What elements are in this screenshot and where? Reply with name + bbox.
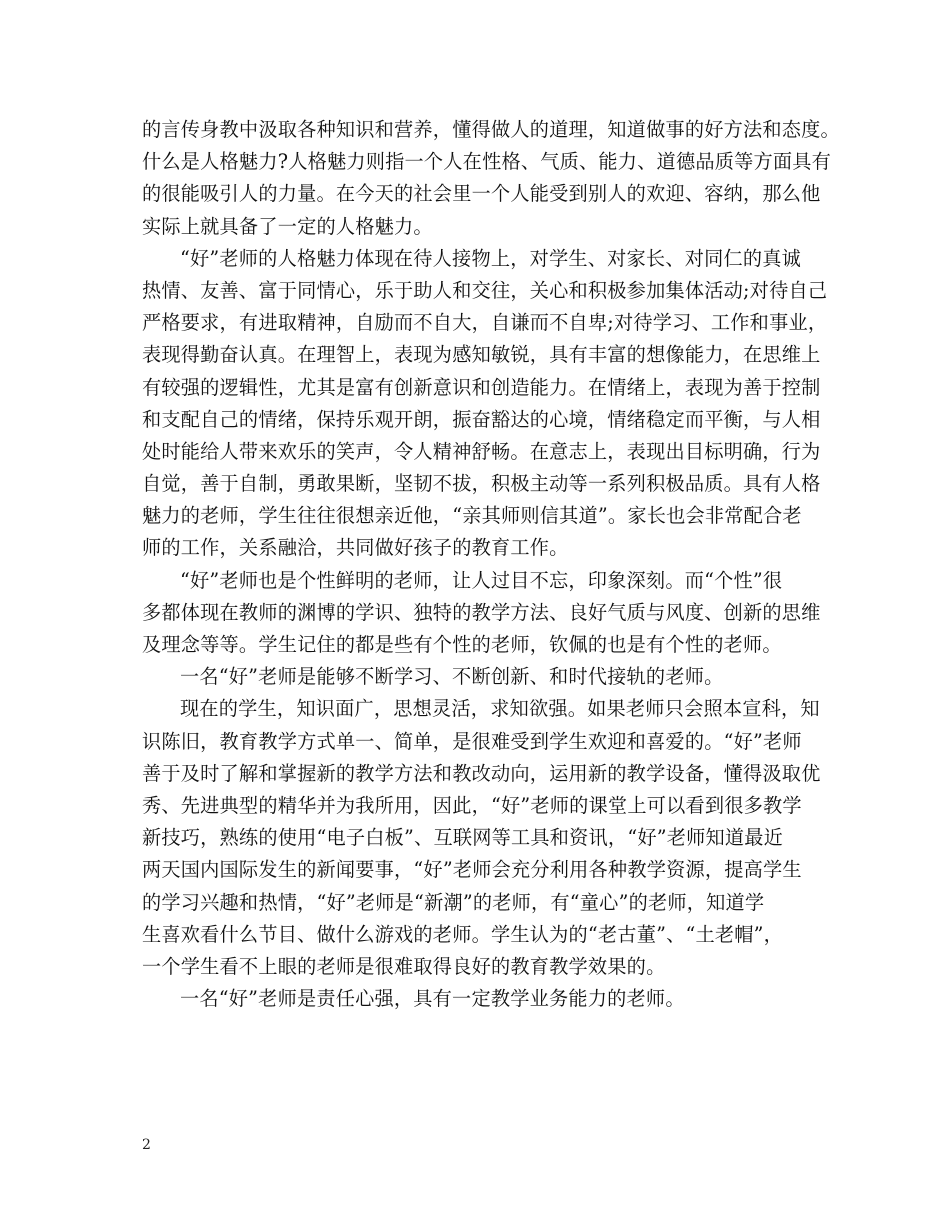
text-line: 新技巧，熟练的使用“电子白板”、互联网等工具和资讯，“好”老师知道最近 [142, 826, 784, 850]
text-line: 自觉，善于自制，勇敢果断，坚韧不拔，积极主动等一系列积极品质。具有人格 [142, 472, 821, 496]
page-number: 2 [142, 1137, 151, 1153]
paragraph-first-line: 一名“好”老师是能够不断学习、不断创新、和时代接轨的老师。 [180, 665, 724, 689]
text-line: 的很能吸引人的力量。在今天的社会里一个人能受到别人的欢迎、容纳，那么他 [142, 182, 821, 206]
text-line: 严格要求，有进取精神，自励而不自大，自谦而不自卑;对待学习、工作和事业， [142, 311, 828, 335]
text-line: 两天国内国际发生的新闻要事，“好”老师会充分利用各种教学资源，提高学生 [142, 858, 802, 882]
text-line: 识陈旧，教育教学方式单一、简单，是很难受到学生欢迎和喜爱的。“好”老师 [142, 729, 802, 753]
paragraph-first-line: 一名“好”老师是责任心强，具有一定教学业务能力的老师。 [180, 987, 685, 1011]
body-text [142, 114, 842, 1015]
text-line: 一个学生看不上眼的老师是很难取得良好的教育教学效果的。 [142, 954, 666, 978]
text-line: 什么是人格魅力?人格魅力则指一个人在性格、气质、能力、道德品质等方面具有 [142, 150, 832, 174]
text-line: 及理念等等。学生记住的都是些有个性的老师，钦佩的也是有个性的老师。 [142, 633, 782, 656]
text-line: 和支配自己的情绪，保持乐观开朗，振奋豁达的心境，情绪稳定而平衡，与人相 [142, 407, 821, 431]
text-line: 的学习兴趣和热情，“好”老师是“新潮”的老师，有“童心”的老师，知道学 [142, 890, 765, 914]
text-line: 表现得勤奋认真。在理智上，表现为感知敏锐，具有丰富的想像能力，在思维上 [142, 343, 821, 367]
text-line: 善于及时了解和掌握新的教学方法和教改动向，运用新的教学设备，懂得汲取优 [142, 761, 821, 785]
text-line: 秀、先进典型的精华并为我所用，因此，“好”老师的课堂上可以看到很多教学 [142, 793, 802, 817]
text-line: 热情、友善、富于同情心，乐于助人和交往，关心和积极参加集体活动;对待自己 [142, 278, 828, 302]
text-line: 多都体现在教师的渊博的学识、独特的教学方法、良好气质与风度、创新的思维 [142, 600, 821, 624]
paragraph-first-line: 现在的学生，知识面广，思想灵活，求知欲强。如果老师只会照本宣科，知 [180, 697, 820, 721]
paragraph-first-line: “好”老师也是个性鲜明的老师，让人过目不忘，印象深刻。而“个性”很 [180, 568, 783, 592]
text-line: 师的工作，关系融洽，共同做好孩子的教育工作。 [142, 536, 569, 560]
text-line: 魅力的老师，学生往往很想亲近他，“亲其师则信其道”。家长也会非常配合老 [142, 504, 802, 528]
text-line: 实际上就具备了一定的人格魅力。 [142, 214, 433, 238]
text-line: 的言传身教中汲取各种知识和营养，懂得做人的道理，知道做事的好方法和态度。 [142, 118, 840, 141]
text-line: 生喜欢看什么节目、做什么游戏的老师。学生认为的“老古董”、“土老帽”， [142, 922, 784, 946]
text-line: 有较强的逻辑性，尤其是富有创新意识和创造能力。在情绪上，表现为善于控制 [142, 375, 821, 399]
paragraph-first-line: “好”老师的人格魅力体现在待人接物上，对学生、对家长、对同仁的真诚 [180, 246, 802, 270]
text-line: 处时能给人带来欢乐的笑声，令人精神舒畅。在意志上，表现出目标明确，行为 [142, 439, 821, 463]
